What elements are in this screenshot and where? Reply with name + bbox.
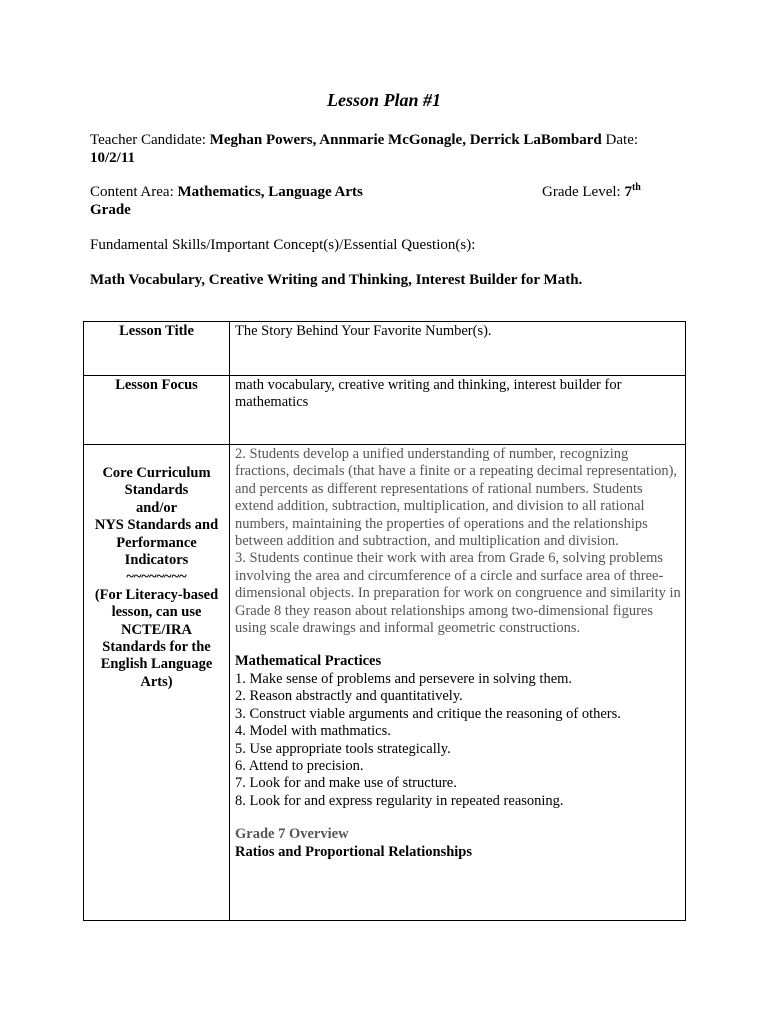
date-label: Date: [601, 132, 639, 148]
core-label-line: Core Curriculum [102, 465, 211, 481]
grade-word: Grade [90, 202, 131, 218]
lesson-title-value: The Story Behind Your Favorite Number(s). [230, 322, 686, 376]
practice-item: 1. Make sense of problems and persevere in solving them. [235, 670, 573, 687]
core-label-line: NYS Standards and [94, 517, 219, 534]
overview-subheading: Ratios and Proportional Relationships [235, 843, 473, 860]
overview-heading: Grade 7 Overview [235, 826, 349, 843]
fundamental-label: Fundamental Skills/Important Concept(s)/Essential Question(s): [90, 237, 476, 253]
practices-heading: Mathematical Practices [235, 653, 382, 670]
fundamental-value: Math Vocabulary, Creative Writing and Thinking, Interest Builder for Math. [90, 272, 583, 288]
practice-item: 8. Look for and express regularity in repeated reasoning. [235, 792, 564, 809]
practice-item: 4. Model with mathmatics. [235, 723, 391, 740]
teacher-line [90, 131, 638, 149]
core-label-line: Standards [124, 482, 189, 499]
core-label-line: ~~~~~~~~ [126, 569, 187, 586]
grade-level-label: Grade Level: [542, 184, 625, 200]
core-label-line: Performance [116, 534, 197, 551]
standard-item: 3. Students continue their work with area from Grade 6, solving problems involving the area and circumference of a circle and surface area of three-dimensional objects. In preparation for work on congruence and similarity in Grade 8 they reason about relationships among two-dimensional figures using scale drawings and informal geometric constructions. [235, 550, 681, 637]
lesson-title-label: Lesson Title [84, 322, 230, 376]
lesson-focus-value: math vocabulary, creative writing and thinking, interest builder for mathematics [230, 376, 686, 445]
core-label-line: and/or [135, 499, 178, 516]
practice-item: 3. Construct viable arguments and critique the reasoning of others. [235, 705, 621, 722]
standard-item: 2. Students develop a unified understanding of number, recognizing fractions, decimals (that have a finite or a repeating decimal representation), and percents as different representations of rational numbers. Students extend addition, subtraction, multiplication, and division to all rational numbers, maintaining the properties of operations and the relationships between addition and subtraction, and multiplication and division. [235, 446, 678, 550]
table-row [84, 376, 686, 445]
core-label-line: Indicators [124, 552, 189, 569]
date-value: 10/2/11 [90, 150, 136, 166]
page-title: Lesson Plan #1 [326, 90, 441, 110]
practice-item: 5. Use appropriate tools strategically. [235, 740, 451, 757]
content-area-label: Content Area: [90, 184, 178, 200]
content-area-line [90, 183, 363, 201]
core-label-line: lesson, can use [111, 604, 202, 621]
grade-level-sup: th [631, 182, 641, 193]
content-area-value: Mathematics, Language Arts [177, 184, 363, 200]
core-standards-label [84, 445, 230, 921]
practice-item: 2. Reason abstractly and quantitatively. [235, 688, 463, 705]
core-standards-content [230, 445, 686, 921]
core-label-line: (For Literacy-based [94, 586, 219, 603]
core-label-line: Standards for the [102, 639, 211, 656]
table-row [84, 322, 686, 376]
lesson-focus-label: Lesson Focus [84, 376, 230, 445]
core-label-line: NCTE/IRA [121, 621, 192, 638]
teacher-names: Meghan Powers, Annmarie McGonagle, Derrick LaBombard [209, 132, 602, 148]
grade-level [542, 183, 641, 201]
lesson-plan-table [83, 321, 686, 921]
core-label-line: English Language [100, 656, 213, 673]
teacher-label: Teacher Candidate: [90, 132, 210, 148]
table-row [84, 445, 686, 921]
practice-item: 6. Attend to precision. [235, 757, 364, 774]
core-label-line: Arts) [140, 673, 173, 690]
grade-level-value: 7 [624, 184, 632, 200]
practice-item: 7. Look for and make use of structure. [235, 775, 457, 792]
